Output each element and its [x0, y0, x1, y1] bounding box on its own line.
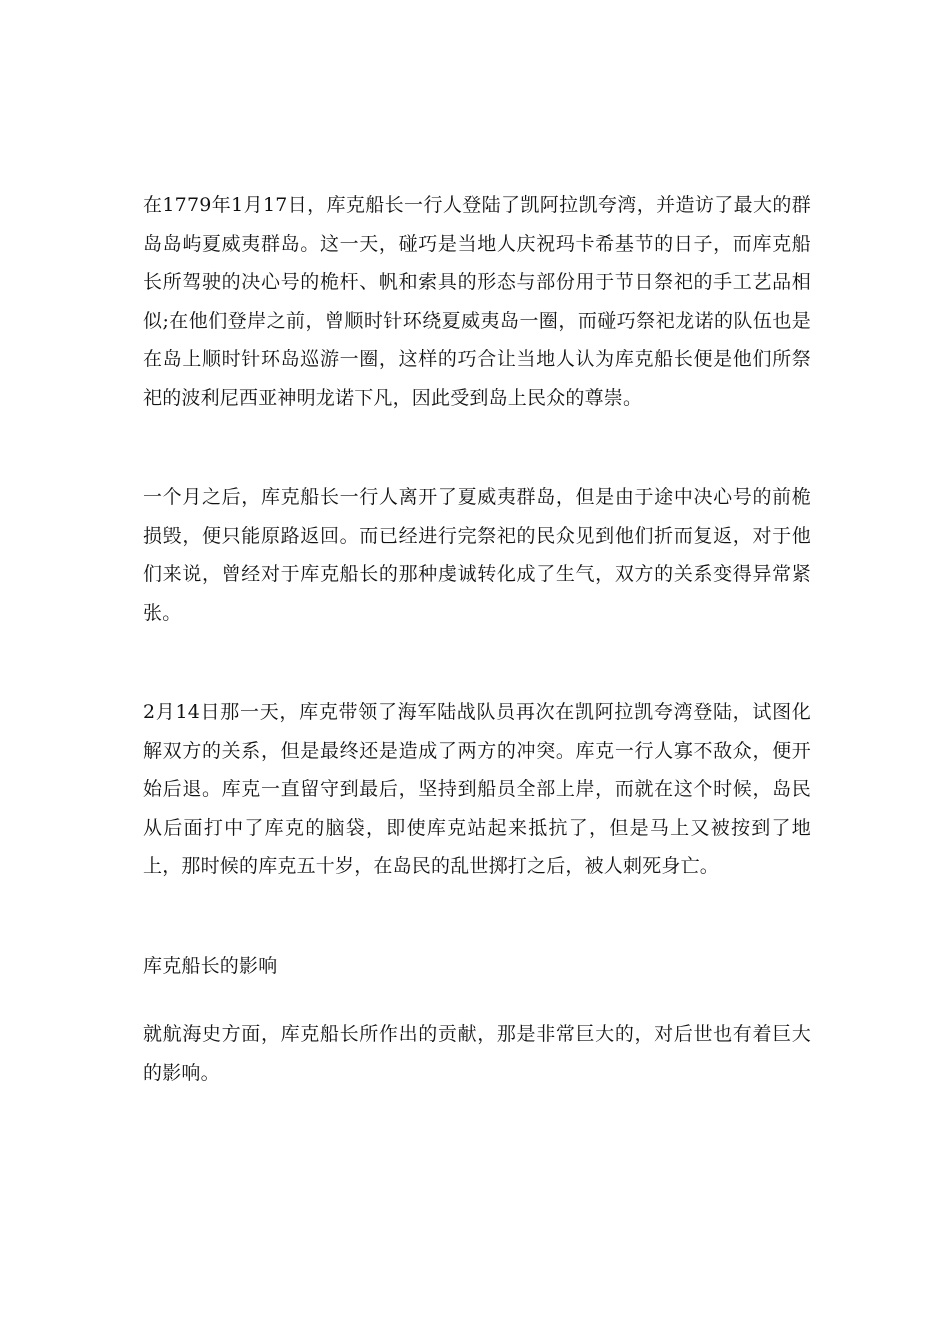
paragraph-influence: 就航海史方面，库克船长所作出的贡献，那是非常巨大的，对后世也有着巨大的影响。 — [143, 1023, 811, 1084]
paragraph-conflict-death: 2月14日那一天，库克带领了海军陆战队员再次在凯阿拉凯夸湾登陆，试图化解双方的关系，但是最终还是造成了两方的冲突。库克一行人寡不敌众，便开始后退。库克一直留守到最后，坚持到船员全部上岸，而就在这个时候，岛民从后面打中了库克的脑袋，即使库克站起来抵抗了，但是马上又被按到了地上，那时候的库克五十岁，在岛民的乱世掷打之后，被人刺死身亡。 — [143, 701, 811, 877]
paragraph-cook-landing: 在1779年1月17日，库克船长一行人登陆了凯阿拉凯夸湾，并造访了最大的群岛岛屿夏威夷群岛。这一天，碰巧是当地人庆祝玛卡希基节的日子，而库克船长所驾驶的决心号的桅杆、帆和索具的形态与部份用于节日祭祀的手工艺品相似;在他们登岸之前，曾顺时针环绕夏威夷岛一圈，而碰巧祭祀龙诺的队伍也是在岛上顺时针环岛巡游一圈，这样的巧合让当地人认为库克船长便是他们所祭祀的波利尼西亚神明龙诺下凡，因此受到岛上民众的尊崇。 — [143, 194, 811, 409]
paragraph-departure-return: 一个月之后，库克船长一行人离开了夏威夷群岛，但是由于途中决心号的前桅损毁，便只能原路返回。而已经进行完祭祀的民众见到他们折而复返，对于他们来说，曾经对于库克船长的那种虔诚转化成了生气，双方的关系变得异常紧张。 — [143, 486, 811, 624]
section-heading: 库克船长的影响 — [143, 955, 278, 977]
